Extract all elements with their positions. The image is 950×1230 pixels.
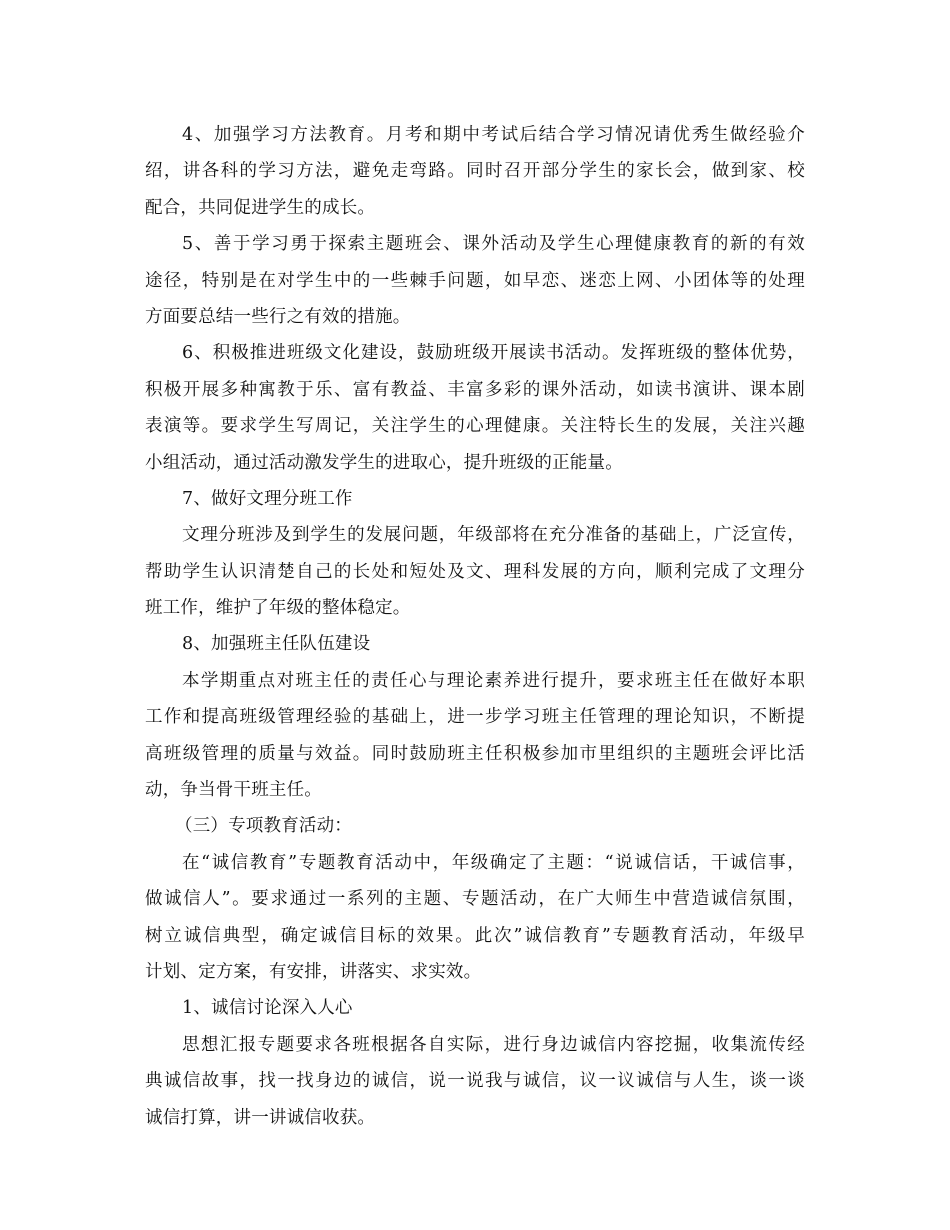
section-8-heading: 8、加强班主任队伍建设: [182, 634, 371, 655]
paragraph-integrity-line-2: 做诚信人”。要求通过一系列的主题、专题活动，在广大师生中营造诚信氛围，: [145, 889, 805, 910]
paragraph-5-line-1: 5、善于学习勇于探索主题班会、课外活动及学生心理健康教育的新的有效: [182, 234, 805, 255]
subsection-1-heading: 1、诚信讨论深入人心: [182, 998, 353, 1019]
paragraph-discussion-line-3: 诚信打算，讲一讲诚信收获。: [145, 1107, 376, 1128]
paragraph-discussion-line-2: 典诚信故事，找一找身边的诚信，说一说我与诚信，议一议诚信与人生，谈一谈: [145, 1071, 805, 1092]
section-7-heading: 7、做好文理分班工作: [182, 488, 353, 509]
paragraph-5-line-3: 方面要总结一些行之有效的措施。: [145, 306, 411, 327]
section-3-heading: （三）专项教育活动：: [175, 816, 352, 837]
paragraph-7-line-2: 帮助学生认识清楚自己的长处和短处及文、理科发展的方向，顺利完成了文理分: [145, 561, 805, 582]
paragraph-4-line-1: 4、加强学习方法教育。月考和期中考试后结合学习情况请优秀生做经验介: [182, 125, 805, 145]
paragraph-8-line-4: 动，争当骨干班主任。: [145, 780, 322, 801]
paragraph-5-line-2: 途径，特别是在对学生中的一些棘手问题，如早恋、迷恋上网、小团体等的处理: [145, 270, 805, 291]
paragraph-7-line-1: 文理分班涉及到学生的发展问题，年级部将在充分准备的基础上，广泛宣传，: [182, 525, 805, 546]
paragraph-integrity-line-1: 在“诚信教育”专题教育活动中，年级确定了主题：“说诚信话，干诚信事，: [182, 852, 805, 873]
paragraph-8-line-3: 高班级管理的质量与效益。同时鼓励班主任积极参加市里组织的主题班会评比活: [145, 743, 805, 764]
paragraph-6-line-3: 表演等。要求学生写周记，关注学生的心理健康。关注特长生的发展，关注兴趣: [145, 416, 805, 437]
paragraph-integrity-line-4: 计划、定方案，有安排，讲落实、求实效。: [145, 961, 482, 982]
paragraph-8-line-1: 本学期重点对班主任的责任心与理论素养进行提升，要求班主任在做好本职: [182, 670, 805, 691]
paragraph-6-line-2: 积极开展多种寓教于乐、富有教益、丰富多彩的课外活动，如读书演讲、课本剧: [145, 379, 805, 400]
paragraph-integrity-line-3: 树立诚信典型，确定诚信目标的效果。此次”诚信教育”专题教育活动，年级早: [145, 925, 805, 946]
paragraph-8-line-2: 工作和提高班级管理经验的基础上，进一步学习班主任管理的理论知识，不断提: [145, 707, 805, 728]
paragraph-7-line-3: 班工作，维护了年级的整体稳定。: [145, 598, 411, 619]
paragraph-4-line-3: 配合，共同促进学生的成长。: [145, 197, 376, 218]
paragraph-6-line-1: 6、积极推进班级文化建设，鼓励班级开展读书活动。发挥班级的整体优势，: [182, 343, 805, 364]
paragraph-6-line-4: 小组活动，通过活动激发学生的进取心，提升班级的正能量。: [145, 452, 623, 473]
document-body: [145, 117, 805, 1136]
paragraph-discussion-line-1: 思想汇报专题要求各班根据各自实际，进行身边诚信内容挖掘，收集流传经: [182, 1034, 805, 1055]
paragraph-4-line-2: 绍，讲各科的学习方法，避免走弯路。同时召开部分学生的家长会，做到家、校: [145, 161, 805, 182]
